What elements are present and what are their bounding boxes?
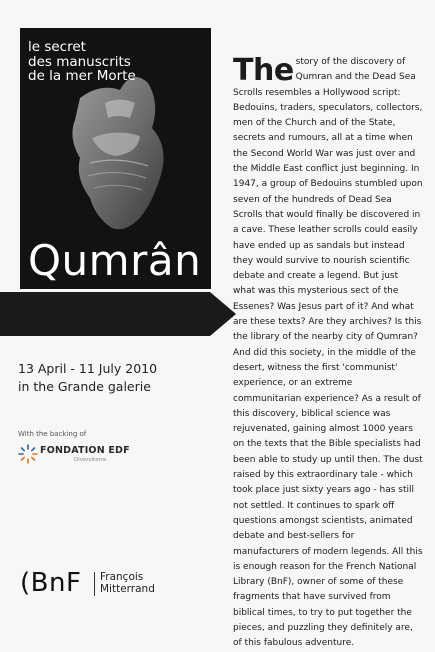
bnf-site-name: François Mitterrand [100,571,155,595]
article-body: story of the discovery of Qumran and the Dead Sea Scrolls resembles a Hollywood script: Bedouins, traders, speculators, collectors, men of the Church and of the State, secrets and rumours, all at a time when the Second World War was just over and the Middle East conflict just beginning. In 1947, a group of Bedouins stumbled upon seven of the hundreds of Dead Sea Scrolls that would finally be discovered in a cave. These leather scrolls could easily have ended up as sandals but instead they would survive to nourish scientific debate and create a legend. But just what was this mysterious sect of the Essenes? Was Jesus part of it? And what are these texts? Are they archives? Is this the library of the nearby city of Qumran? And did this society, in the middle of the desert, witness the first 'communist' experience, or an extreme communitarian experience? As a result of this discovery, biblical science was rejuvenated, gaining almost 1000 years on the texts that the Bible specialists had been able to study up until then. The dust raised by this extraordinary tale - which took place just sixty years ago - has still not settled. It continues to spark off questions amongst scientists, animated debate and best-sellers for manufacturers of modern legends. All this is enough reason for the French National Library (BnF), owner of some of these fragments that have survived from biblical times, to try to put together the pieces, and puzzling they definitely are, of this fabulous adventure. [233,57,423,649]
bnf-wordmark: (BnF [20,568,82,598]
backing-label: With the backing of [18,430,87,438]
sponsor-name: FONDATION EDF [40,445,130,456]
exhibition-poster [20,28,211,289]
fondation-edf-logo [18,444,138,470]
exhibition-dates [18,360,218,396]
poster-title: Qumrân [28,236,202,285]
arrow-banner [0,292,240,336]
bnf-logo [20,568,170,608]
edf-sun-icon [18,444,38,464]
bnf-divider [94,572,95,596]
poster-subtitle: le secret des manuscrits de la mer Morte [28,39,136,84]
article-text [233,55,423,652]
article-dropcap: The [233,53,294,88]
date-range: 13 April - 11 July 2010 [18,361,158,376]
sponsor-tagline: Diversiterre [74,457,107,463]
venue: in the Grande galerie [18,379,151,394]
